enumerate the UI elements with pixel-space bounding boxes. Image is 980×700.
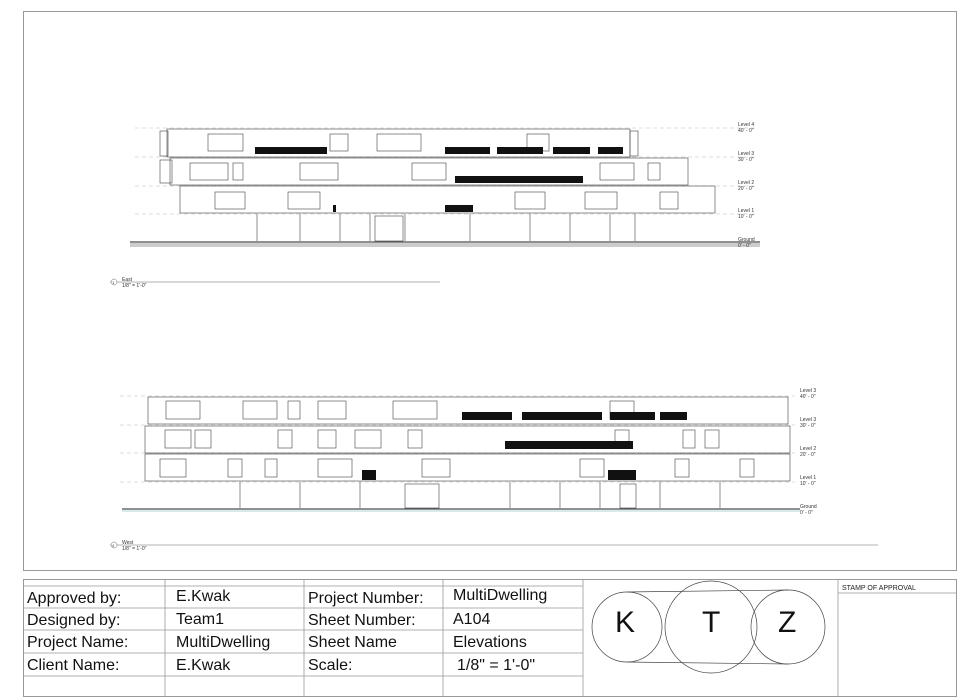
logo-letter-z: Z bbox=[778, 606, 797, 639]
sheet-number-label: Sheet Number: bbox=[308, 612, 416, 629]
west-view-number: 4 bbox=[112, 543, 115, 548]
sheet-name-value: Elevations bbox=[453, 634, 527, 651]
logo-letter-t: T bbox=[702, 606, 721, 639]
west-level-name: Level 3 bbox=[800, 417, 817, 423]
east-level-elev: 20' - 0" bbox=[738, 186, 754, 192]
east-view-title: East bbox=[122, 277, 133, 283]
approved-by-value: E.Kwak bbox=[176, 588, 231, 605]
west-level-elev: 0' - 0" bbox=[800, 510, 813, 516]
east-level-elev: 10' - 0" bbox=[738, 214, 754, 220]
sheet-number-value: A104 bbox=[453, 611, 491, 628]
project-number-value: MultiDwelling bbox=[453, 587, 548, 604]
west-level-name: Level 3 bbox=[800, 388, 817, 394]
west-level-elev: 30' - 0" bbox=[800, 423, 816, 429]
east-elevation bbox=[130, 128, 760, 247]
west-level-elev: 10' - 0" bbox=[800, 481, 816, 487]
designed-by-label: Designed by: bbox=[27, 612, 121, 629]
east-level-elev: 0' - 0" bbox=[738, 243, 751, 249]
east-level-elev: 30' - 0" bbox=[738, 157, 754, 163]
scale-label: Scale: bbox=[308, 657, 353, 674]
west-view-scale: 1/8" = 1'-0" bbox=[122, 546, 147, 552]
project-number-label: Project Number: bbox=[308, 590, 424, 607]
west-view-title: West bbox=[122, 540, 134, 546]
west-level-name: Level 1 bbox=[800, 475, 817, 481]
east-level-name: Level 1 bbox=[738, 208, 755, 214]
client-name-label: Client Name: bbox=[27, 657, 120, 674]
west-level-elev: 40' - 0" bbox=[800, 394, 816, 400]
stamp-of-approval-label: STAMP OF APPROVAL bbox=[842, 585, 916, 592]
approved-by-label: Approved by: bbox=[27, 590, 122, 607]
west-level-lines bbox=[120, 396, 795, 482]
title-block bbox=[23, 579, 957, 697]
west-level-name: Level 2 bbox=[800, 446, 817, 452]
east-level-elev: 40' - 0" bbox=[738, 128, 754, 134]
sheet-name-label: Sheet Name bbox=[308, 634, 397, 651]
project-name-label: Project Name: bbox=[27, 634, 129, 651]
designed-by-value: Team1 bbox=[176, 611, 225, 628]
west-level-name: Ground bbox=[800, 504, 817, 510]
logo-letter-k: K bbox=[615, 606, 636, 639]
west-level-elev: 20' - 0" bbox=[800, 452, 816, 458]
east-level-name: Level 2 bbox=[738, 180, 755, 186]
east-view-scale: 1/8" = 1'-0" bbox=[122, 283, 147, 289]
east-level-name: Level 3 bbox=[738, 151, 755, 157]
east-level-name: Ground bbox=[738, 237, 755, 243]
project-name-value: MultiDwelling bbox=[176, 634, 271, 651]
scale-value: 1/8" = 1'-0" bbox=[457, 657, 536, 674]
west-elevation bbox=[120, 396, 800, 511]
client-name-value: E.Kwak bbox=[176, 657, 231, 674]
east-level-name: Level 4 bbox=[738, 122, 755, 128]
east-view-number: 1 bbox=[112, 280, 115, 285]
